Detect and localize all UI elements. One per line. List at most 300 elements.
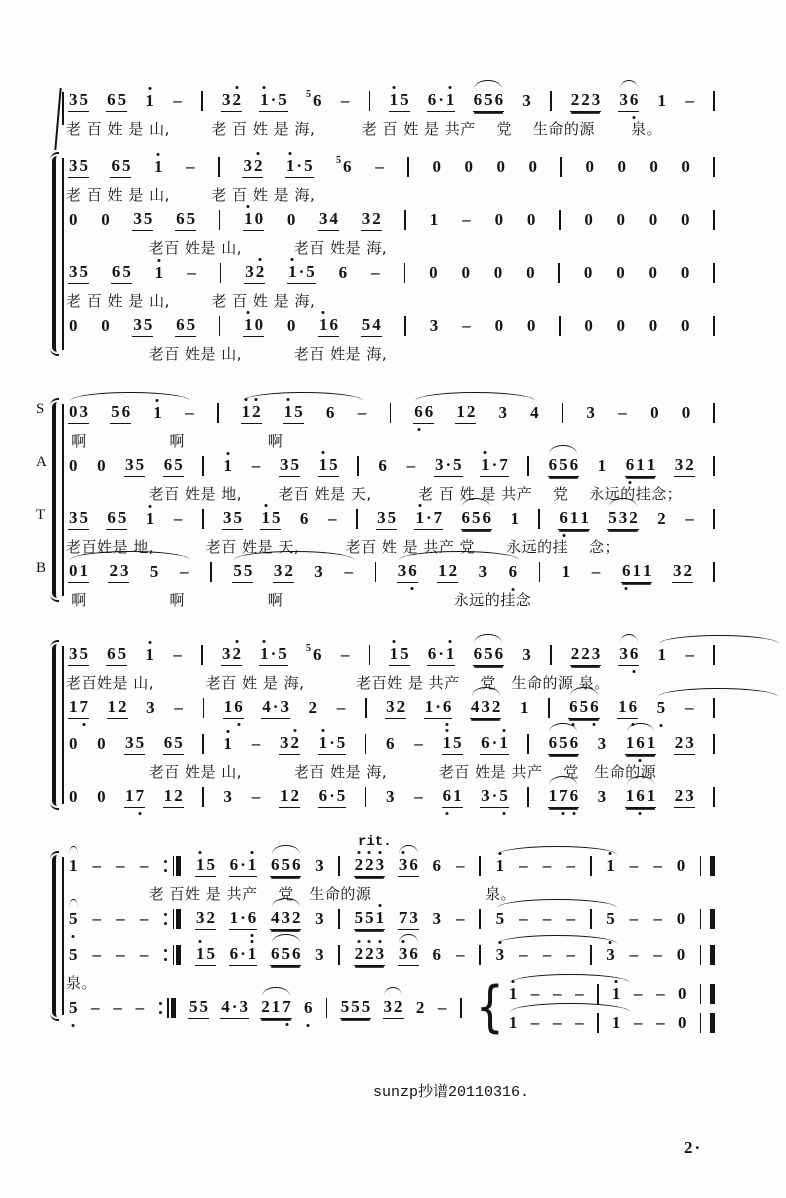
barline (713, 509, 715, 529)
note-token (680, 157, 691, 177)
note-digit: 3 (498, 403, 507, 422)
note-digit: 2 (109, 561, 118, 580)
note-token (681, 403, 692, 423)
note-digit: 3 (591, 644, 601, 663)
note-digit: 6 (559, 508, 568, 527)
note-digit: 2 (491, 697, 501, 716)
note-digit: 3 (280, 455, 289, 474)
note-token (68, 316, 79, 336)
note-token (335, 157, 353, 177)
dash-extension: – (685, 509, 694, 528)
note-digit: 5 (453, 455, 462, 474)
note-digit: · (270, 644, 277, 663)
notation-line (66, 695, 718, 721)
note-token (527, 157, 538, 177)
note-digit: 6 (163, 455, 173, 474)
note-digit: 5 (484, 644, 493, 663)
note-digit: 5 (499, 786, 508, 805)
note-digit: 6 (569, 697, 578, 716)
note-token (615, 263, 626, 283)
note-token (583, 316, 594, 336)
note-digit: 6 (494, 90, 504, 109)
note-token (434, 455, 463, 477)
note-token (656, 698, 667, 718)
note-token (163, 455, 184, 477)
note-digit: 6 (548, 733, 558, 752)
note-token (223, 697, 244, 719)
note-digit: 3 (495, 945, 505, 964)
note-digit: 6 (325, 403, 335, 422)
note-digit: · (240, 908, 246, 927)
note-digit: 5 (188, 997, 198, 1016)
final-barline (700, 856, 715, 876)
divisi-voice (506, 984, 718, 1004)
barline (713, 91, 715, 111)
note-digit: 3 (361, 209, 371, 228)
transcriber-note: sunzp抄谱20110316. (372, 1084, 530, 1101)
note-digit: 6 (338, 263, 348, 282)
note-digit: 1 (271, 997, 281, 1016)
note-token (442, 786, 463, 808)
barline (365, 698, 367, 718)
note-digit: 6 (107, 508, 116, 527)
barline (210, 562, 212, 582)
note-digit: 1 (499, 733, 508, 752)
barline (550, 91, 552, 111)
note-digit: 1 (241, 402, 251, 421)
note-digit: 1 (163, 786, 173, 805)
note-digit: 1 (153, 157, 163, 176)
note-token (672, 561, 693, 583)
dash-extension: – (357, 403, 367, 422)
dash-extension: – (629, 856, 639, 875)
note-token (154, 263, 165, 283)
lyrics-line: 老百 姓是 山, 老百 姓是 海, (66, 345, 388, 363)
staff-row (66, 731, 718, 784)
dash-extension: – (173, 509, 183, 528)
note-token (163, 786, 184, 808)
note-digit: 3 (586, 403, 595, 422)
barline (365, 734, 367, 754)
note-token (175, 209, 196, 231)
note-digit: 6 (299, 509, 309, 528)
note-token (243, 315, 264, 337)
note-token (361, 209, 382, 231)
note-digit: 1 (389, 644, 399, 663)
dash-extension: – (173, 645, 182, 664)
note-digit: 6 (414, 402, 423, 421)
note-token (149, 562, 160, 582)
note-digit: 5 (117, 508, 127, 527)
note-digit: 3 (429, 316, 439, 335)
barline (404, 316, 406, 336)
note-digit: 5 (656, 698, 666, 717)
note-digit: 3 (133, 209, 142, 228)
note-digit: 2 (685, 455, 694, 474)
note-digit: 1 (195, 855, 205, 874)
dash-extension: – (685, 91, 694, 110)
note-token (676, 856, 687, 876)
note-digit: 2 (232, 90, 241, 109)
note-token (470, 697, 502, 719)
note-digit: 0 (526, 210, 536, 229)
note-token (398, 944, 419, 966)
lyrics-line: 老 百姓 是 共产 党 生命的源 泉。 (66, 885, 517, 903)
note-digit: · (329, 786, 335, 805)
note-digit: 3 (125, 455, 134, 474)
note-token (354, 908, 386, 930)
note-token (480, 786, 509, 808)
dash-extension: – (653, 945, 662, 964)
barline (713, 456, 715, 476)
note-token (287, 262, 316, 284)
barline (202, 787, 204, 807)
note-digit: 3 (314, 562, 323, 581)
note-digit: 6 (621, 561, 631, 580)
note-token (305, 91, 323, 111)
note-token (195, 908, 216, 930)
note-digit: 6 (304, 998, 313, 1017)
note-token (270, 944, 302, 966)
repeat-barline (158, 998, 176, 1018)
note-token (455, 402, 476, 424)
note-digit: 1 (548, 786, 558, 805)
note-digit: 1 (445, 90, 455, 109)
note-digit: 3 (146, 698, 155, 717)
note-token (144, 91, 155, 111)
note-digit: 1 (229, 908, 239, 927)
dash-extension: – (566, 856, 575, 875)
note-digit: 0 (493, 263, 503, 282)
note-digit: · (298, 262, 305, 281)
note-digit: 3 (280, 697, 289, 716)
note-digit: 1 (154, 263, 164, 282)
note-token (616, 210, 627, 230)
dash-extension: – (187, 263, 196, 282)
dash-extension: – (591, 562, 601, 581)
notation-line (66, 453, 718, 479)
note-digit: 5 (79, 508, 88, 527)
note-digit: 0 (678, 1012, 687, 1032)
note-digit: 3 (619, 644, 628, 663)
note-digit: 3 (674, 455, 684, 474)
system-brace (52, 402, 63, 598)
note-digit: 1 (481, 455, 490, 474)
note-digit: 6 (270, 944, 280, 963)
dash-extension: – (344, 562, 353, 581)
note-digit: 5 (387, 508, 397, 527)
note-token (597, 734, 608, 754)
note-digit: 2 (683, 561, 692, 580)
note-token (616, 157, 627, 177)
note-digit: 2 (365, 944, 374, 963)
note-digit: 0 (648, 263, 658, 282)
note-digit: 1 (429, 210, 439, 229)
note-digit: 2 (290, 786, 300, 805)
dash-extension: – (414, 787, 423, 806)
dash-extension: – (251, 734, 261, 753)
note-digit: 4 (372, 315, 381, 334)
note-token (398, 855, 419, 877)
note-digit: 6 (569, 786, 579, 805)
notation-line (66, 400, 718, 426)
note-token (279, 786, 300, 808)
note-digit: 0 (429, 263, 438, 282)
note-digit: 1 (642, 561, 652, 580)
note-digit: 1 (285, 156, 295, 175)
note-token (494, 316, 505, 336)
note-digit: 0 (680, 210, 690, 229)
note-digit: 3 (281, 908, 290, 927)
note-digit: 2 (206, 908, 215, 927)
note-digit: 2 (291, 908, 301, 927)
note-digit: 5 (206, 855, 215, 874)
note-digit: 6 (432, 945, 442, 964)
note-token (340, 997, 372, 1019)
dash-extension: – (629, 945, 639, 964)
note-digit: 0 (584, 210, 593, 229)
staff-row (66, 260, 718, 313)
note-token (648, 210, 659, 230)
dash-extension: – (116, 945, 125, 964)
note-token (232, 561, 253, 583)
divisi-voice (506, 1013, 718, 1033)
note-digit: 0 (649, 157, 658, 176)
note-token (618, 644, 639, 666)
repeat-barline (163, 909, 181, 929)
note-digit: 3 (69, 262, 78, 281)
note-token (398, 908, 419, 930)
dash-extension: – (185, 403, 194, 422)
note-digit: 3 (69, 90, 78, 109)
note-digit: 5 (400, 90, 409, 109)
barline (597, 1013, 599, 1033)
note-digit: 0 (648, 316, 658, 335)
note-digit: 3 (315, 909, 324, 928)
note-digit: 5 (233, 561, 242, 580)
dash-extension: – (437, 998, 447, 1017)
dash-extension: – (542, 945, 552, 964)
barline (479, 856, 481, 876)
note-digit: 1 (636, 455, 645, 474)
note-digit: 3 (522, 645, 531, 664)
note-token (307, 698, 318, 718)
note-digit: 0 (526, 316, 536, 335)
note-digit: 1 (389, 90, 399, 109)
note-digit: 5 (336, 733, 346, 752)
barline (527, 787, 529, 807)
note-token (526, 210, 537, 230)
note-token (625, 786, 657, 808)
note-digit: 1 (69, 856, 78, 875)
note-token (597, 787, 608, 807)
repeat-barline (163, 945, 181, 965)
note-token (561, 562, 572, 582)
barline (713, 210, 715, 230)
note-digit: · (272, 697, 279, 716)
note-token (498, 403, 509, 423)
note-digit: 3 (243, 156, 252, 175)
note-digit: 6 (625, 455, 635, 474)
note-digit: 1 (223, 697, 233, 716)
note-digit: · (296, 156, 303, 175)
note-token (674, 733, 695, 755)
music-system (66, 88, 718, 141)
note-digit: 4 (262, 697, 271, 716)
note-digit: 0 (680, 263, 690, 282)
note-digit: 0 (583, 263, 593, 282)
barline (202, 456, 204, 476)
dash-extension: – (455, 909, 465, 928)
note-token (548, 455, 580, 477)
note-digit: 5 (336, 786, 346, 805)
note-digit: 3 (685, 733, 694, 752)
dash-extension: – (519, 856, 528, 875)
note-digit: 6 (442, 786, 452, 805)
note-digit: 6 (121, 402, 131, 421)
note-token (480, 455, 509, 477)
note-token (605, 909, 616, 929)
note-digit: 0 (97, 734, 106, 753)
note-token (338, 263, 349, 283)
note-token (548, 733, 580, 755)
note-digit: 3 (606, 945, 615, 964)
note-token (68, 856, 79, 876)
note-token (303, 998, 314, 1018)
dash-extension: – (618, 403, 627, 422)
note-digit: 5 (149, 562, 159, 581)
dash-extension: – (371, 263, 380, 282)
dash-extension: – (186, 157, 195, 176)
note-token (279, 733, 300, 755)
note-token (68, 697, 89, 719)
page-number: 2· (684, 1138, 703, 1157)
barline (375, 562, 377, 582)
part-label: B (36, 560, 47, 576)
dash-extension: – (139, 945, 149, 964)
staff-row (66, 207, 718, 260)
note-digit: 3 (223, 787, 232, 806)
note-digit: 6 (176, 315, 185, 334)
note-digit: 2 (629, 508, 638, 527)
note-digit: 3 (377, 508, 386, 527)
note-token (283, 402, 304, 424)
note-digit: 1 (442, 733, 452, 752)
lyrics-line: 老 百 姓 是 山, 老 百 姓 是 海, 老 百 姓 是 共产 党 生命的源 泉。 (66, 120, 663, 138)
note-token (260, 508, 281, 530)
note-digit: · (445, 455, 452, 474)
note-token (385, 697, 406, 719)
note-digit: 1 (195, 944, 205, 963)
note-digit: 6 (234, 697, 243, 716)
note-digit: 6 (163, 733, 173, 752)
note-digit: 1 (438, 561, 447, 580)
note-token (313, 562, 324, 582)
note-digit: 5 (294, 402, 303, 421)
staff-row (66, 88, 718, 141)
note-token (648, 263, 659, 283)
note-digit: 5 (79, 156, 88, 175)
note-token (607, 508, 639, 530)
note-digit: 1 (415, 508, 424, 527)
system-brace (52, 855, 63, 1017)
note-digit: 0 (69, 561, 78, 580)
note-token (221, 90, 242, 112)
dash-extension: – (92, 909, 101, 928)
note-digit: 3 (386, 697, 395, 716)
staff-row (66, 154, 718, 207)
barline (713, 562, 715, 582)
barline (713, 263, 715, 283)
barline (559, 210, 561, 230)
note-token (220, 997, 249, 1019)
final-barline (700, 945, 715, 965)
note-digit: 6 (385, 734, 395, 753)
note-digit: 5 (122, 262, 131, 281)
lyrics-line: 老百 姓是 山, 老百 姓是 海, (66, 239, 388, 257)
note-token (625, 455, 657, 477)
note-digit: 0 (528, 157, 537, 176)
staff-row (36, 559, 718, 612)
note-token (110, 402, 131, 424)
barline (527, 734, 529, 754)
note-digit: 0 (494, 210, 504, 229)
note-token (175, 315, 196, 337)
barline (201, 645, 203, 665)
note-token (299, 509, 310, 529)
note-digit: 2 (255, 262, 265, 281)
note-digit: 3 (69, 644, 78, 663)
note-digit: 3 (119, 561, 129, 580)
music-system (36, 400, 718, 612)
note-digit: 6 (494, 644, 504, 663)
note-digit: 5 (608, 508, 617, 527)
divisi-column (506, 984, 718, 1033)
note-digit: 2 (252, 402, 261, 421)
note-digit: 2 (674, 733, 684, 752)
note-token (259, 644, 288, 666)
note-digit: 1 (283, 402, 293, 421)
note-token (361, 315, 382, 337)
note-digit: 0 (680, 316, 690, 335)
note-token (68, 210, 79, 230)
note-digit: 0 (681, 157, 690, 176)
note-token (124, 733, 145, 755)
note-digit: 0 (496, 157, 505, 176)
note-token (508, 562, 519, 582)
dash-extension: – (684, 698, 694, 717)
note-token (415, 998, 426, 1018)
note-digit: 6 (107, 644, 116, 663)
note-digit: 7 (135, 786, 145, 805)
note-token (525, 263, 536, 283)
note-digit: 3 (223, 508, 232, 527)
divisi-brace: { (475, 975, 504, 1040)
note-digit: 5 (135, 455, 145, 474)
note-token (96, 734, 107, 754)
note-digit: 1 (153, 403, 162, 422)
note-digit: 2 (308, 698, 317, 717)
dash-extension: – (135, 998, 145, 1017)
note-digit: 3 (398, 944, 408, 963)
dash-extension: – (519, 909, 528, 928)
note-token (424, 697, 453, 719)
note-digit: 0 (526, 263, 535, 282)
notation-line (66, 260, 718, 286)
note-digit: 7 (559, 786, 568, 805)
note-digit: 6 (229, 944, 239, 963)
note-digit: 3 (273, 561, 283, 580)
